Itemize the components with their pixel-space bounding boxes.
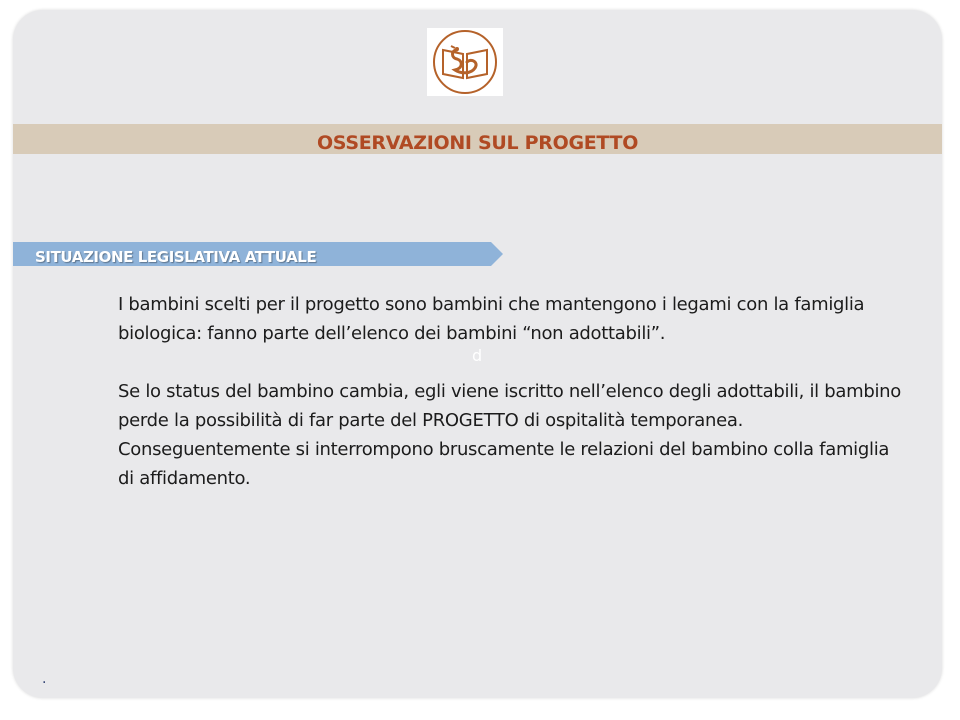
paragraph-2: Se lo status del bambino cambia, egli viene iscritto nell’elenco degli adottabili, il bambino perde la possibilità di far parte del PROGETTO di ospitalità temporanea. Conseguentemente si interrompono bruscamente le relazioni del bambino colla famiglia di affidamento. [118,381,902,489]
section-heading: SITUAZIONE LEGISLATIVA ATTUALE [35,248,317,266]
slide-card [13,10,942,698]
logo [427,28,503,96]
stray-mark: d [472,346,483,365]
swan-book-logo-icon [427,28,503,96]
footer-dot: . [42,671,47,687]
slide-title: OSSERVAZIONI SUL PROGETTO [316,132,639,154]
paragraph-1: I bambini scelti per il progetto sono bambini che mantengono i legami con la famiglia biologica: fanno parte dell’elenco dei bambini “non adottabili”. [118,294,865,344]
